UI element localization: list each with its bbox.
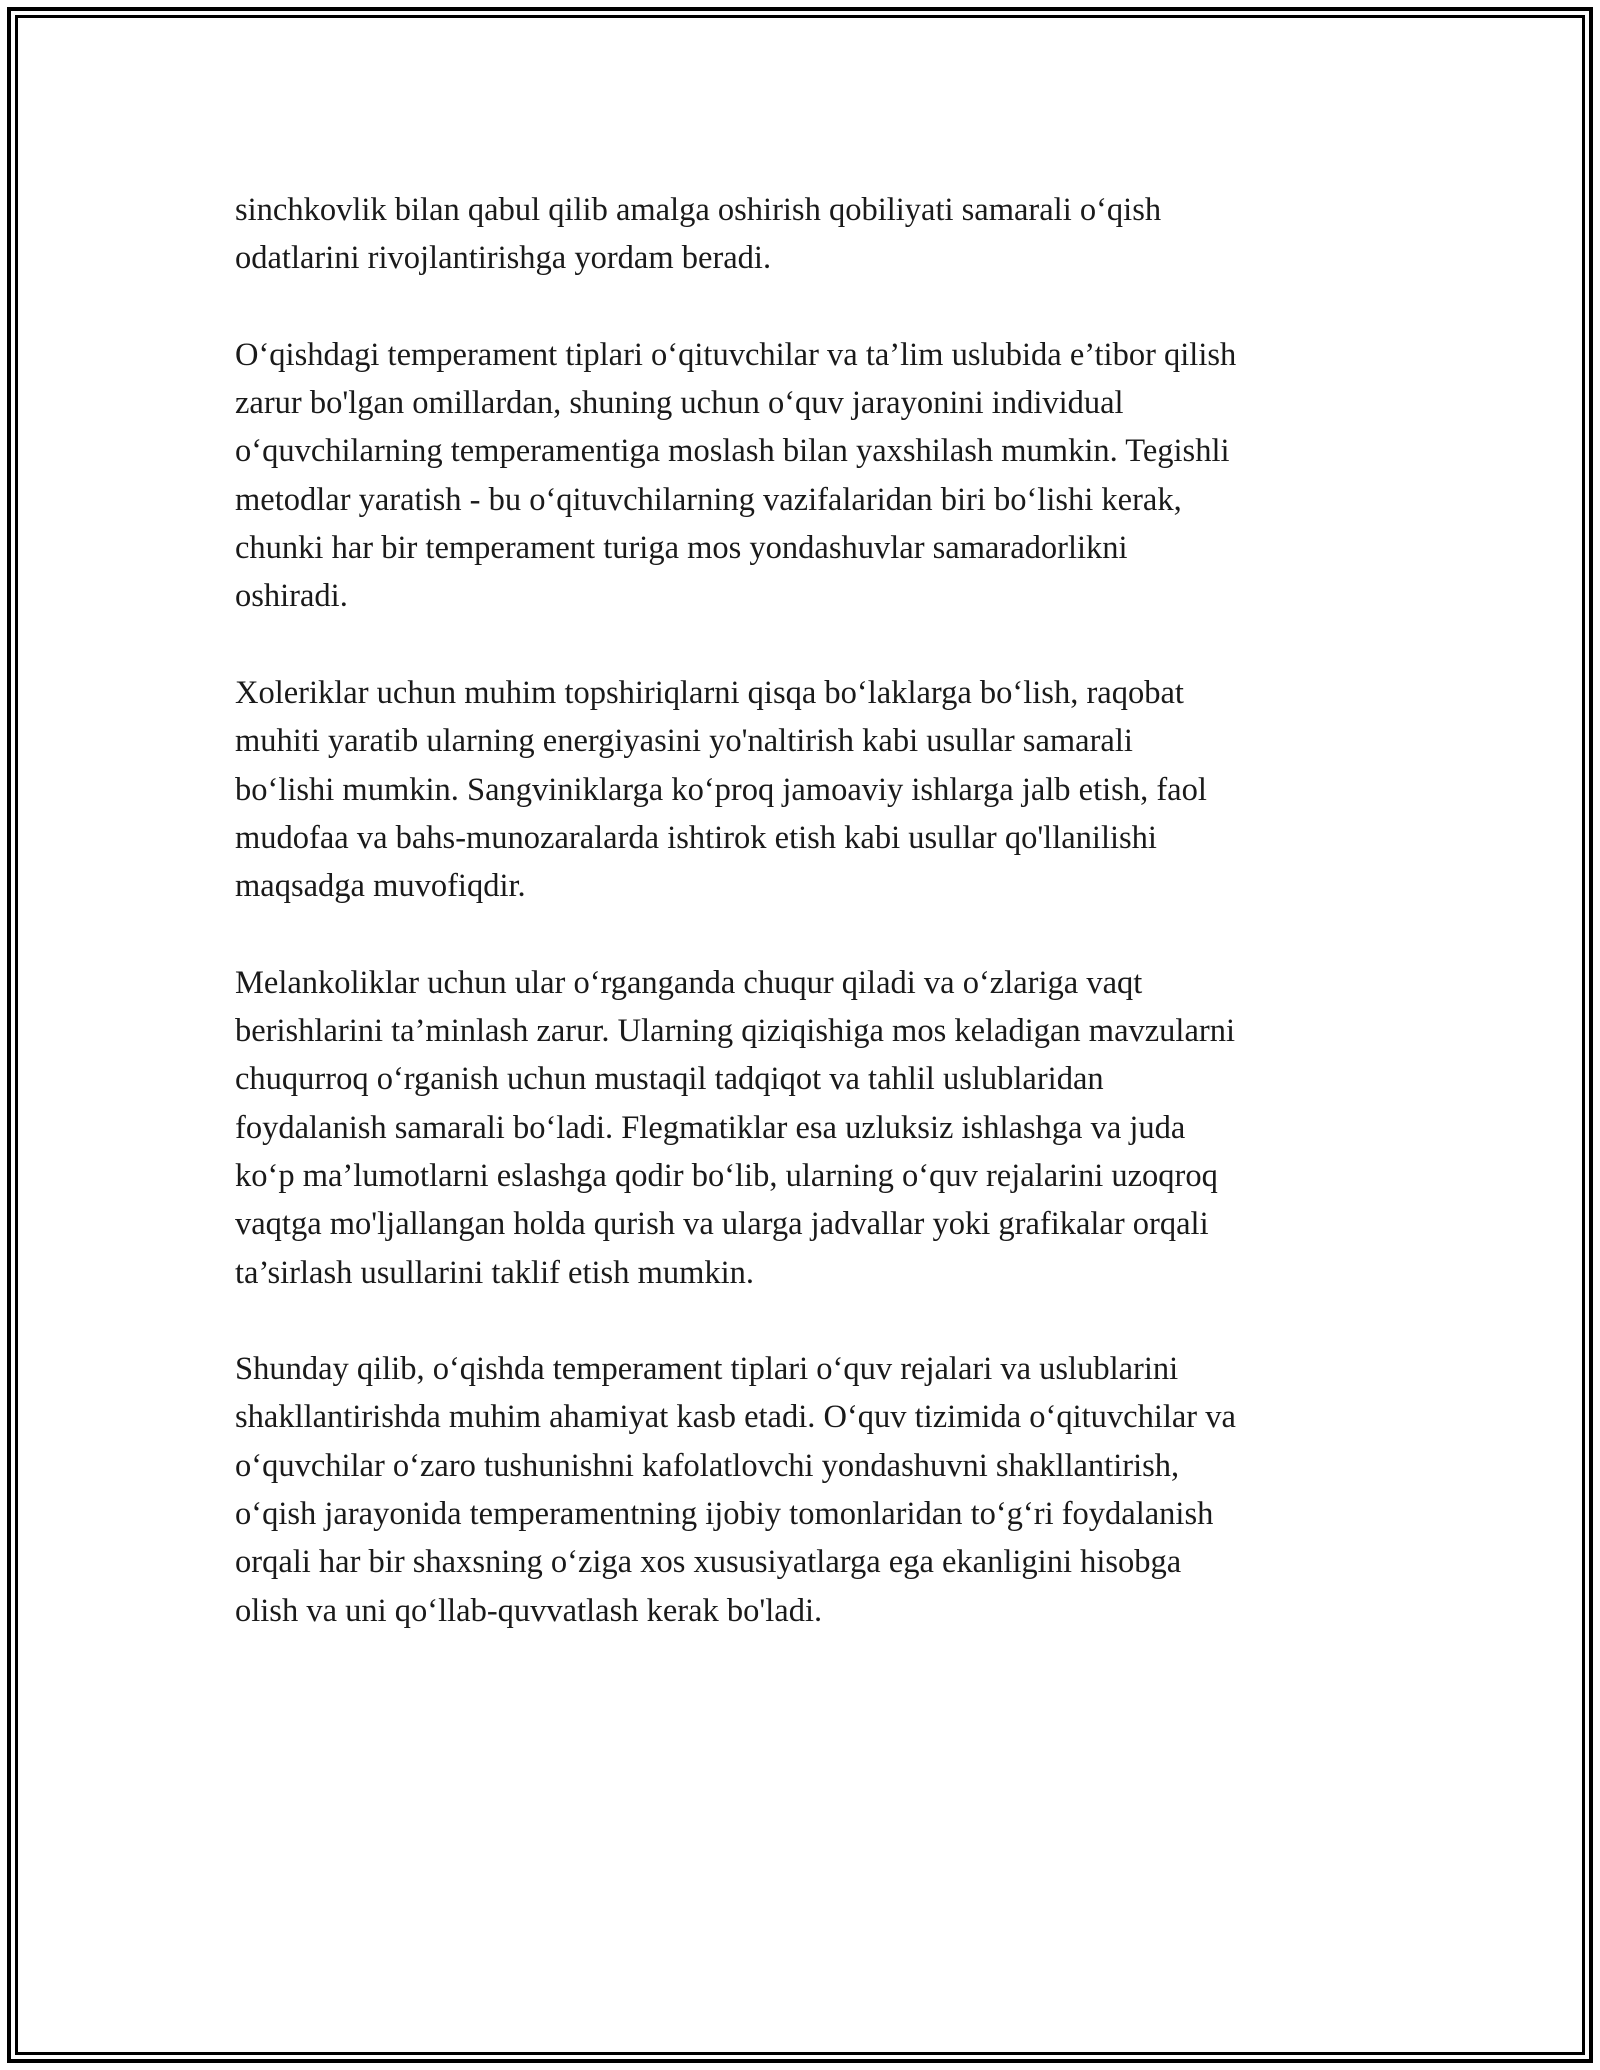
text-line: chuqurroq o‘rganish uchun mustaqil tadqiqot va tahlil uslublaridan bbox=[235, 1061, 1104, 1098]
paragraph-4 bbox=[235, 959, 1375, 1297]
text-line: o‘quvchilarning temperamentiga moslash bilan yaxshilash mumkin. Tegishli bbox=[235, 433, 1230, 470]
paragraph-5 bbox=[235, 1345, 1375, 1635]
text-line: shakllantirishda muhim ahamiyat kasb etadi. O‘quv tizimida o‘qituvchilar va bbox=[235, 1399, 1236, 1436]
text-line: muhiti yaratib ularning energiyasini yo'naltirish kabi usullar samarali bbox=[235, 723, 1133, 760]
text-line: olish va uni qo‘llab-quvvatlash kerak bo'ladi. bbox=[235, 1592, 823, 1629]
text-line: mudofaa va bahs-munozaralarda ishtirok etish kabi usullar qo'llanilishi bbox=[235, 819, 1157, 856]
text-line: Melankoliklar uchun ular o‘rganganda chuqur qiladi va o‘zlariga vaqt bbox=[235, 964, 1143, 1001]
text-line: berishlarini ta’minlash zarur. Ularning qiziqishiga mos keladigan mavzularni bbox=[235, 1013, 1235, 1050]
paragraph-2 bbox=[235, 331, 1375, 621]
text-line: oshiradi. bbox=[235, 578, 348, 615]
text-line: Shunday qilib, o‘qishda temperament tiplari o‘quv rejalari va uslublarini bbox=[235, 1351, 1179, 1388]
document-body bbox=[235, 186, 1375, 1683]
paragraph-1 bbox=[235, 186, 1375, 283]
text-line: vaqtga mo'ljallangan holda qurish va ularga jadvallar yoki grafikalar orqali bbox=[235, 1206, 1209, 1243]
text-line: o‘quvchilar o‘zaro tushunishni kafolatlovchi yondashuvni shakllantirish, bbox=[235, 1447, 1180, 1484]
text-line: O‘qishdagi temperament tiplari o‘qituvchilar va ta’lim uslubida e’tibor qilish bbox=[235, 336, 1237, 373]
text-line: chunki har bir temperament turiga mos yondashuvlar samaradorlikni bbox=[235, 530, 1128, 567]
text-line: ko‘p ma’lumotlarni eslashga qodir bo‘lib, ularning o‘quv rejalarini uzoqroq bbox=[235, 1157, 1218, 1194]
text-line: maqsadga muvofiqdir. bbox=[235, 868, 526, 905]
text-line: odatlarini rivojlantirishga yordam beradi. bbox=[235, 240, 772, 277]
text-line: Xoleriklar uchun muhim topshiriqlarni qisqa bo‘laklarga bo‘lish, raqobat bbox=[235, 674, 1184, 711]
text-line: o‘qish jarayonida temperamentning ijobiy tomonlaridan to‘g‘ri foydalanish bbox=[235, 1496, 1214, 1533]
text-line: sinchkovlik bilan qabul qilib amalga oshirish qobiliyati samarali o‘qish bbox=[235, 192, 1162, 228]
text-line: metodlar yaratish - bu o‘qituvchilarning vazifalaridan biri bo‘lishi kerak, bbox=[235, 481, 1182, 518]
text-line: foydalanish samarali bo‘ladi. Flegmatiklar esa uzluksiz ishlashga va juda bbox=[235, 1109, 1186, 1146]
text-line: ta’sirlash usullarini taklif etish mumkin. bbox=[235, 1254, 755, 1291]
text-line: zarur bo'lgan omillardan, shuning uchun o‘quv jarayonini individual bbox=[235, 385, 1124, 422]
paragraph-3 bbox=[235, 669, 1375, 910]
text-line: orqali har bir shaxsning o‘ziga xos xususiyatlarga ega ekanligini hisobga bbox=[235, 1544, 1182, 1581]
text-line: bo‘lishi mumkin. Sangviniklarga ko‘proq jamoaviy ishlarga jalb etish, faol bbox=[235, 771, 1207, 808]
